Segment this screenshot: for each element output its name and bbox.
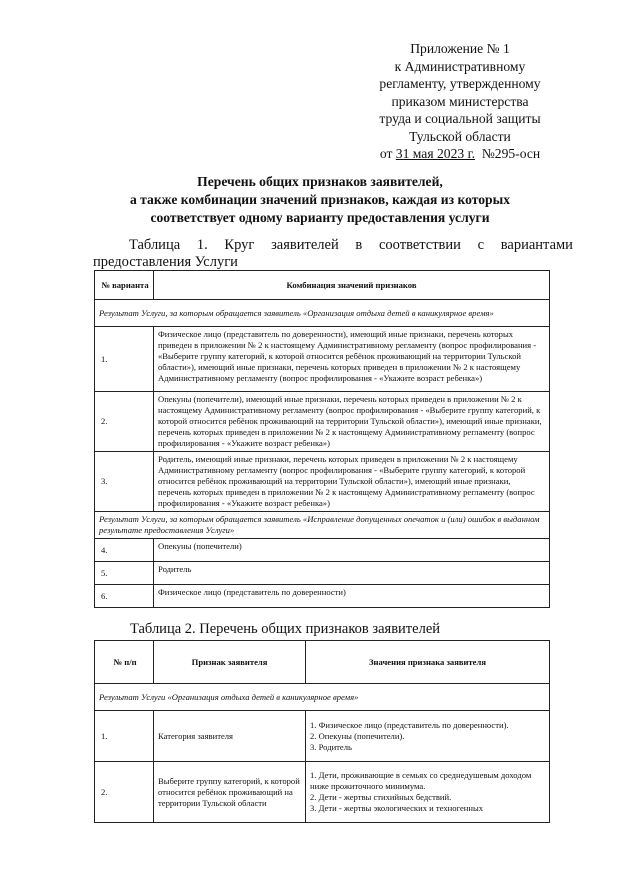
table-row [95,762,550,823]
caption-word: вариантами [500,237,573,253]
result-section-2: Результат Услуги, за которым обращается заявитель «Исправление допущенных опечаток и (или) ошибок в выданном результате предоставления Услуги» [95,512,550,539]
applicant-variants-table [94,270,550,608]
caption-line-2: предоставления Услуги [93,254,238,270]
header-line: труда и социальной защиты [379,111,541,126]
section-row [95,684,550,711]
result-section: Результат Услуги «Организация отдыха детей в каникулярное время» [95,684,550,711]
header-date-line [330,145,590,163]
caption-word: соответствии [378,237,461,253]
caption-word: Круг [224,237,255,253]
table-header-row [95,641,550,684]
feature-number: 2. [95,762,154,823]
variant-number: 6. [95,585,154,608]
document-title [60,173,580,227]
table-header-row [95,271,550,300]
feature-number: 1. [95,711,154,762]
feature-value: 1. Дети, проживающие в семьях со среднедушевым доходом ниже прожиточного минимума. [310,770,532,791]
variant-combination: Физическое лицо (представитель по доверенности) [154,585,550,608]
document-header [330,40,590,163]
header-number: № п/п [95,641,154,684]
table-row [95,585,550,608]
header-line: приказом министерства [391,93,529,109]
feature-value: 2. Дети - жертвы стихийных бедствий. [310,792,452,802]
date-prefix: от [379,146,396,161]
variant-combination: Родитель [154,562,550,585]
feature-value: 3. Родитель [310,741,352,752]
variant-number: 3. [95,452,154,512]
table-row [95,452,550,512]
header-line: к Административному [394,58,526,74]
header-line: Приложение № 1 [410,41,510,56]
order-number: №295-осн [481,146,541,161]
variant-combination: Опекуны (попечители), имеющий иные признаки, перечень которых приведен в приложении № 2 к настоящему Административному регламенту (вопрос профилирования - «Выберите группу категорий, к которой относится ребёнок проживающий на территории Тульской области»), имеющий иные признаки, перечень которых приведен в приложении № 2 к настоящему Административному регламенту (вопрос профилирования - «Укажите возраст ребенка») [154,392,550,452]
feature-values [306,762,550,823]
table2-caption: Таблица 2. Перечень общих признаков заявителей [130,621,441,637]
table-row [95,392,550,452]
section-row [95,300,550,327]
header-line: Тульской области [409,128,511,144]
feature-name: Категория заявителя [154,711,306,762]
table1-caption [93,237,573,271]
result-section-1: Результат Услуги, за которым обращается заявитель «Организация отдыха детей в каникулярное время» [95,300,550,327]
section-row [95,512,550,539]
header-feature-values: Значения признака заявителя [306,641,550,684]
title-line: Перечень общих признаков заявителей, [197,174,443,189]
header-variant-number: № варианта [95,271,154,300]
feature-name: Выберите группу категорий, к которой относится ребёнок проживающий на территории Тульской области [154,762,306,823]
caption-word: 1. [196,237,208,253]
feature-values [306,711,550,762]
variant-number: 1. [95,327,154,392]
table-row [95,327,550,392]
variant-combination: Опекуны (попечители) [154,539,550,562]
variant-number: 4. [95,539,154,562]
variant-number: 5. [95,562,154,585]
order-date: 31 мая 2023 г. [395,146,476,161]
feature-value: 1. Физическое лицо (представитель по доверенности). [310,719,509,730]
header-feature: Признак заявителя [154,641,306,684]
variant-number: 2. [95,392,154,452]
caption-word: заявителей [271,237,339,253]
header-line: регламенту, утвержденному [379,76,541,91]
feature-value: 3. Дети - жертвы экологических и техногенных [310,803,484,813]
title-line: а также комбинации значений признаков, каждая из которых [129,192,511,207]
caption-word: в [355,237,363,253]
caption-word: с [477,237,485,253]
feature-value: 2. Опекуны (попечители). [310,730,405,741]
header-combination: Комбинация значений признаков [154,271,550,300]
applicant-features-table [94,640,550,823]
table-row [95,562,550,585]
table-row [95,711,550,762]
caption-word: Таблица [129,237,181,253]
variant-combination: Физическое лицо (представитель по доверенности), имеющий иные признаки, перечень которых приведен в приложении № 2 к настоящему Административному регламенту (вопрос профилирования - «Выберите группу категорий, к которой относится ребёнок проживающий на территории Тульской области»), имеющий иные признаки, перечень которых приведен в приложении № 2 к настоящему Административному регламенту (вопрос профилирования - «Укажите возраст ребенка») [154,327,550,392]
variant-combination: Родитель, имеющий иные признаки, перечень которых приведен в приложении № 2 к настоящему Административному регламенту (вопрос профилирования - «Выберите группу категорий, к которой относится ребёнок проживающий на территории Тульской области»), имеющий иные признаки, перечень которых приведен в приложении № 2 к настоящему Административному регламенту (вопрос профилирования - «Укажите возраст ребенка») [154,452,550,512]
table-row [95,539,550,562]
title-line: соответствует одному варианту предоставления услуги [150,210,490,225]
